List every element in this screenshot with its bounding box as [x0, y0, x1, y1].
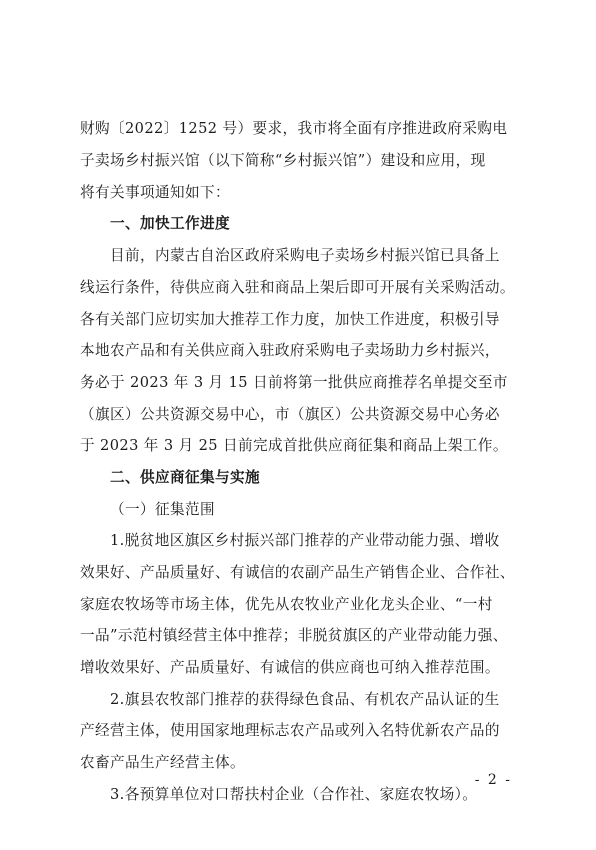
paragraph-line: 将有关事项通知如下：	[80, 184, 230, 201]
paragraph-line: （旗区）公共资源交易中心，市（旗区）公共资源交易中心务必	[80, 406, 500, 423]
paragraph-line: 效果好、产品质量好、有诚信的农副产品生产销售企业、合作社、	[80, 564, 515, 581]
paragraph-line: 产经营主体，使用国家地理标志农产品或列入名特优新农产品的	[80, 722, 500, 739]
paragraph-line: 务必于 2023 年 3 月 15 日前将第一批供应商推荐名单提交至市	[80, 374, 508, 391]
paragraph-line: 农畜产品生产经营主体。	[80, 754, 245, 771]
paragraph-line: 线运行条件，待供应商入驻和商品上架后即可开展有关采购活动。	[80, 279, 515, 296]
paragraph-line: 3.各预算单位对口帮扶村企业（合作社、家庭农牧场）。	[110, 786, 478, 803]
page-number: - 2 -	[474, 772, 512, 788]
paragraph-line: 子卖场乡村振兴馆（以下简称“乡村振兴馆”）建设和应用，现	[80, 152, 486, 169]
paragraph-line: 一品”示范村镇经营主体中推荐；非脱贫旗区的产业带动能力强、	[80, 627, 508, 644]
paragraph-line: 于 2023 年 3 月 25 日前完成首批供应商征集和商品上架工作。	[80, 437, 508, 454]
paragraph-line: 各有关部门应切实加大推荐工作力度，加快工作进度，积极引导	[80, 311, 500, 328]
section-heading-2: 二、供应商征集与实施	[110, 469, 260, 486]
paragraph-line: 1.脱贫地区旗区乡村振兴部门推荐的产业带动能力强、增收	[110, 532, 500, 549]
paragraph-line: 家庭农牧场等市场主体，优先从农牧业产业化龙头企业、“一村	[80, 596, 493, 613]
paragraph-line: 目前，内蒙古自治区政府采购电子卖场乡村振兴馆已具备上	[110, 247, 500, 264]
subsection-heading: （一）征集范围	[110, 501, 215, 518]
section-heading-1: 一、加快工作进度	[110, 215, 230, 232]
paragraph-line: 增收效果好、产品质量好、有诚信的供应商也可纳入推荐范围。	[80, 659, 500, 676]
paragraph-line: 本地农产品和有关供应商入驻政府采购电子卖场助力乡村振兴，	[80, 342, 500, 359]
paragraph-line: 财购〔2022〕1252 号）要求，我市将全面有序推进政府采购电	[80, 120, 508, 137]
paragraph-line: 2.旗县农牧部门推荐的获得绿色食品、有机农产品认证的生	[110, 691, 500, 708]
